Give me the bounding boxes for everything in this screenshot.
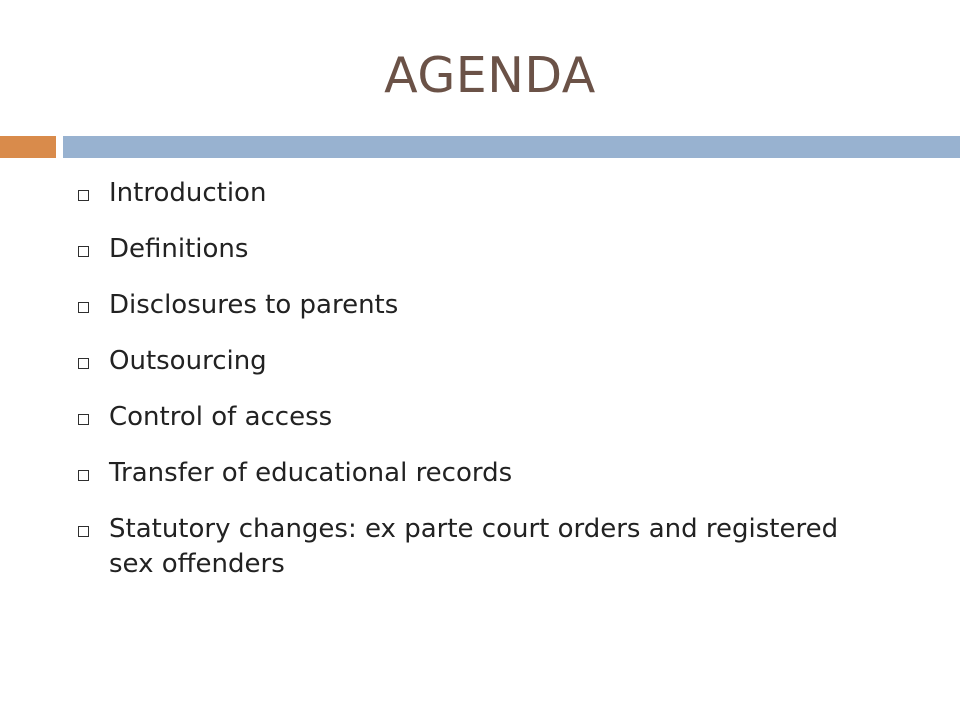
agenda-item-label: Statutory changes: ex parte court orders and registered sex offenders bbox=[109, 514, 839, 579]
empty-square-bullet-icon bbox=[78, 526, 89, 537]
agenda-item-transfer-records bbox=[78, 456, 858, 491]
empty-square-bullet-icon bbox=[78, 414, 89, 425]
agenda-item-label: Disclosures to parents bbox=[109, 290, 399, 320]
agenda-item-introduction bbox=[78, 176, 858, 211]
empty-square-bullet-icon bbox=[78, 470, 89, 481]
agenda-item-statutory-changes bbox=[78, 512, 858, 582]
empty-square-bullet-icon bbox=[78, 358, 89, 369]
empty-square-bullet-icon bbox=[78, 190, 89, 201]
title-underline-bar bbox=[63, 136, 960, 158]
agenda-item-label: Control of access bbox=[109, 402, 333, 432]
agenda-item-outsourcing bbox=[78, 344, 858, 379]
agenda-item-definitions bbox=[78, 232, 858, 267]
slide-title: AGENDA bbox=[384, 47, 596, 104]
agenda-list bbox=[78, 176, 858, 603]
empty-square-bullet-icon bbox=[78, 246, 89, 257]
accent-bar bbox=[0, 136, 56, 158]
agenda-item-label: Introduction bbox=[109, 178, 267, 208]
agenda-item-disclosures bbox=[78, 288, 858, 323]
agenda-item-label: Definitions bbox=[109, 234, 249, 264]
empty-square-bullet-icon bbox=[78, 302, 89, 313]
agenda-item-control-of-access bbox=[78, 400, 858, 435]
agenda-item-label: Outsourcing bbox=[109, 346, 267, 376]
agenda-item-label: Transfer of educational records bbox=[109, 458, 513, 488]
